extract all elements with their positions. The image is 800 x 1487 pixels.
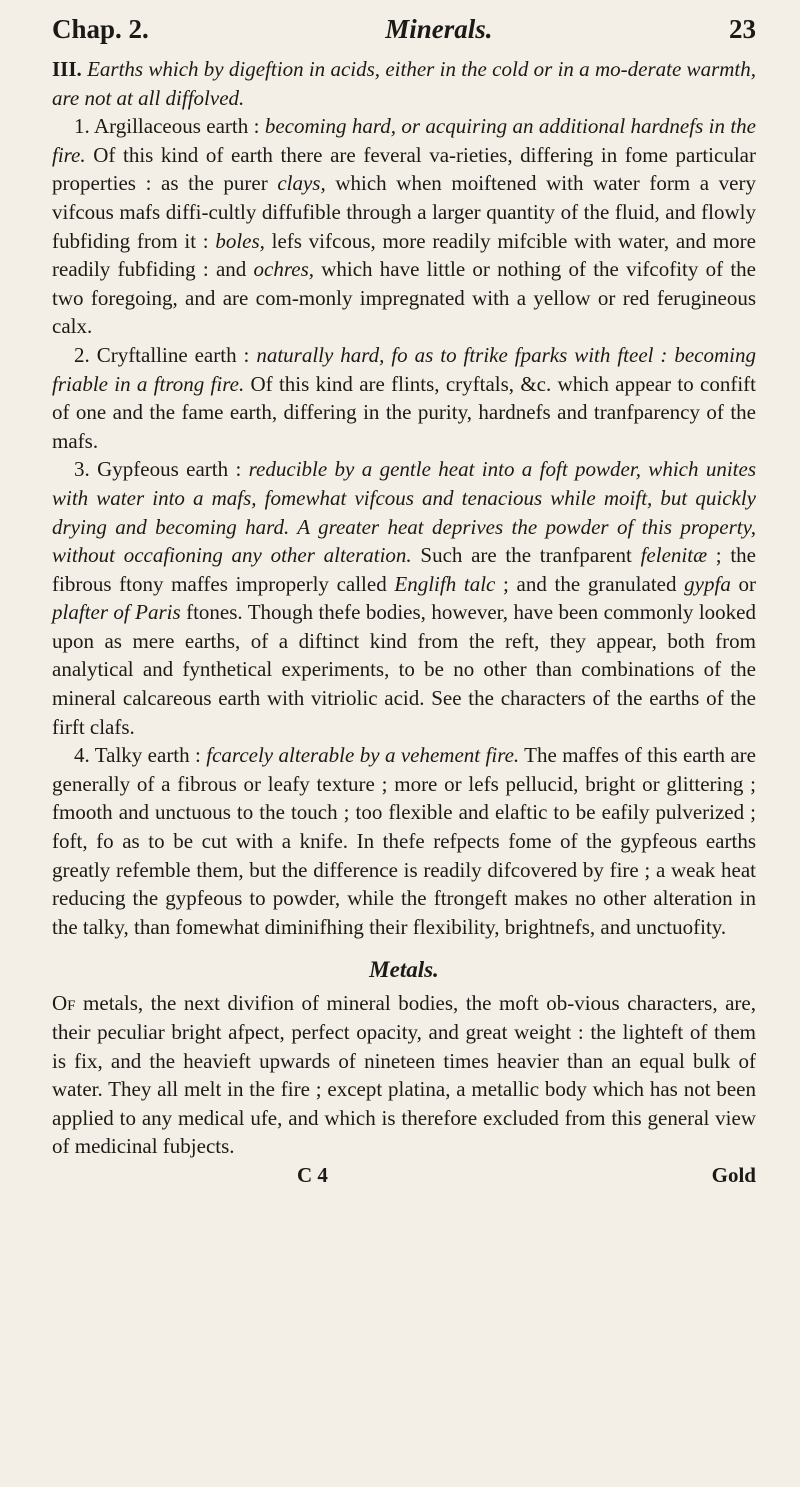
paragraph [52,112,756,341]
text-run: ; the fibrous ftony maffes improperly called [52,543,756,596]
catchword: Gold [711,1162,756,1187]
text-run: The maffes of this earth are generally of a fibrous or leafy texture ; more or lefs pellucid, bright or glittering ; fmooth and unctuous to the touch ; too flexible and elaftic to be eafily pulverized ; foft, fo as to be cut with a knife. In thefe refpects fome of the gypfeous earths greatly refemble them, but the difference is readily difcovered by fire ; a weak heat reducing the gypfeous to powder, while the ftrongeft makes no other alteration in the talky, than fomewhat diminifhing their flexibility, brightnefs, and unctuofity. [52,743,756,939]
running-title: Minerals. [385,14,493,44]
text-run: which when moiftened with water form a very vifcous mafs diffi-cultly diffufible through a larger quantity of the fluid, and flowly fubfiding from it : [52,171,756,253]
italic-run: reducible by a gentle heat into a foft powder, which unites with water into a mafs, fomewhat vifcous and tenacious while moift, but quickly drying and becoming hard. A greater heat deprives the powder of this property, without occafioning any other alteration. [52,457,756,568]
text-run: 2. Cryftalline earth : [74,342,257,367]
text-run: Such are the tranfparent [411,543,641,568]
page-number: 23 [729,14,756,44]
text-run: Of this kind of earth there are feveral va-rieties, differing in fome particular properties : as the purer [52,142,756,196]
chapter-label: Chap. 2. [52,14,149,44]
paragraph [52,341,756,455]
italic-run: gypfa [684,571,731,596]
text-run: which have little or nothing of the vifcofity of the two foregoing, and are com-monly impregnated with a yellow or red ferugineous calx. [52,257,756,339]
paragraph [52,741,756,941]
paragraph [52,455,756,741]
italic-run: fcarcely alterable by a vehement fire. [206,743,520,768]
italic-run: felenitæ [640,543,708,568]
paragraph [52,989,756,1161]
italic-run: clays, [277,171,326,196]
text-run: ftones. Though thefe bodies, however, have been commonly looked upon as mere earths, of a diftinct kind from the reft, they appear, both from analytical and fynthetical experiments, to be no other than combinations of the mineral calcareous earth with vitriolic acid. See the characters of the earths of the firft clafs. [52,600,756,739]
text-run: Of this kind are flints, cryftals, &c. which appear to confift of one and the fame earth, differing in the purity, hardnefs and tranfparency of the mafs. [52,371,756,453]
italic-run: naturally hard, fo as to ftrike fparks with fteel : becoming friable in a ftrong fire. [52,342,756,396]
catchline [52,1163,756,1188]
paragraph [52,55,756,112]
running-head [52,14,756,45]
italic-run: Earths which by digeftion in acids, either in the cold or in a mo-derate warmth, are not at all diffolved. [52,57,756,110]
text-run: III. [52,57,88,81]
italic-run: ochres, [253,257,314,282]
text-run: metals, the next divifion of mineral bodies, the moft ob-vious characters, are, their peculiar bright afpect, perfect opacity, and great weight : the lighteft of them is fix, and the heavieft upwards of nineteen times heavier than an equal bulk of water. They all melt in the fire ; except platina, a metallic body which has not been applied to any medical ufe, and which is therefore excluded from this general view of medicinal fubjects. [52,991,756,1159]
text-run: 3. Gypfeous earth : [74,457,249,482]
body-text [52,55,756,1161]
text-run: ; and the granulated [495,571,685,596]
italic-run: Englifh talc [394,571,496,596]
text-run: Of [52,991,76,1016]
text-run: or [730,571,756,596]
text-run: lefs vifcous, more readily mifcible with water, and more readily fubfiding : and [52,228,757,282]
text-run: 1. Argillaceous earth : [74,114,265,139]
text-run: 4. Talky earth : [74,743,207,768]
italic-run: plafter of Paris [52,600,181,625]
italic-run: boles, [215,228,265,253]
italic-run: becoming hard, or acquiring an additional hardnefs in the fire. [52,114,757,167]
section-heading: Metals. [369,957,439,983]
signature-mark: C 4 [297,1162,328,1187]
